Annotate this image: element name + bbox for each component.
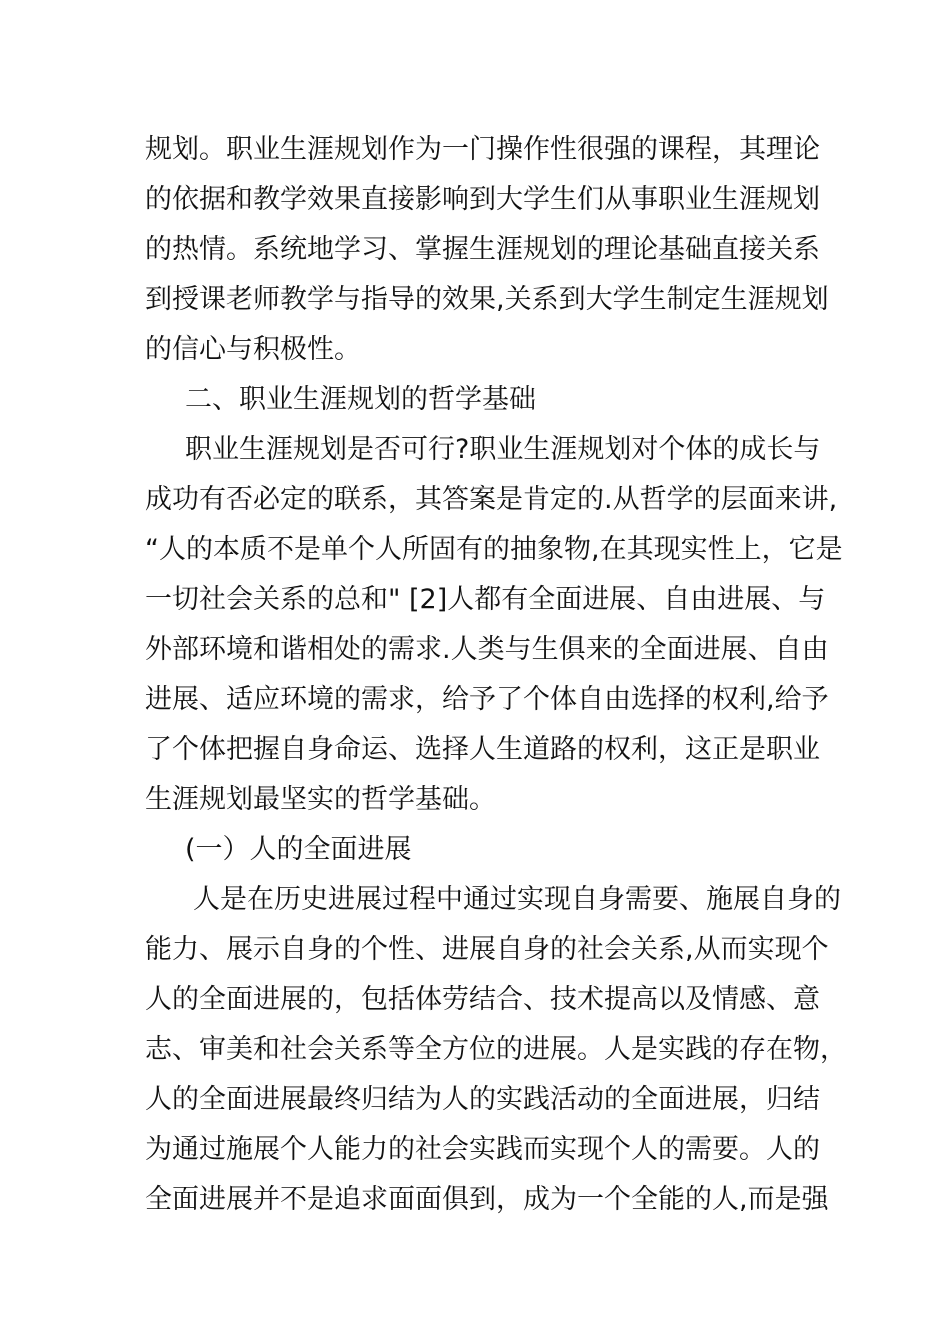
text-line: 一切社会关系的总和" [2]人都有全面进展、自由进展、与 <box>145 584 826 615</box>
text-line: 的依据和教学效果直接影响到大学生们从事职业生涯规划 <box>145 184 820 215</box>
subsection-heading: (一）人的全面进展 <box>185 834 412 865</box>
text-line: 外部环境和谐相处的需求.人类与生俱来的全面进展、自由 <box>145 634 829 665</box>
text-line: 人是在历史进展过程中通过实现自身需要、施展自身的 <box>193 884 841 915</box>
text-line: 成功有否必定的联系，其答案是肯定的.从哲学的层面来讲, <box>145 484 838 515</box>
text-line: 职业生涯规划是否可行?职业生涯规划对个体的成长与 <box>185 434 821 465</box>
text-line: 能力、展示自身的个性、进展自身的社会关系,从而实现个 <box>145 934 829 965</box>
text-line: 为通过施展个人能力的社会实践而实现个人的需要。人的 <box>145 1134 820 1165</box>
text-line: 人的全面进展的，包括体劳结合、技术提高以及情感、意 <box>145 984 820 1015</box>
text-line: 人的全面进展最终归结为人的实践活动的全面进展，归结 <box>145 1084 820 1115</box>
text-line: 全面进展并不是追求面面俱到，成为一个全能的人,而是强 <box>145 1184 829 1215</box>
text-line: 志、审美和社会关系等全方位的进展。人是实践的存在物， <box>145 1034 847 1065</box>
text-line: 的信心与积极性。 <box>145 334 361 365</box>
text-line: 规划。职业生涯规划作为一门操作性很强的课程，其理论 <box>145 134 820 165</box>
section-heading: 二、职业生涯规划的哲学基础 <box>185 384 536 415</box>
text-line: 了个体把握自身命运、选择人生道路的权利，这正是职业 <box>145 734 820 765</box>
text-line: “人的本质不是单个人所固有的抽象物,在其现实性上，它是 <box>145 534 843 565</box>
text-line: 进展、适应环境的需求，给予了个体自由选择的权利,给予 <box>145 684 829 715</box>
text-line: 生涯规划最坚实的哲学基础。 <box>145 784 496 815</box>
text-line: 到授课老师教学与指导的效果,关系到大学生制定生涯规划 <box>145 284 829 315</box>
text-line: 的热情。系统地学习、掌握生涯规划的理论基础直接关系 <box>145 234 820 265</box>
